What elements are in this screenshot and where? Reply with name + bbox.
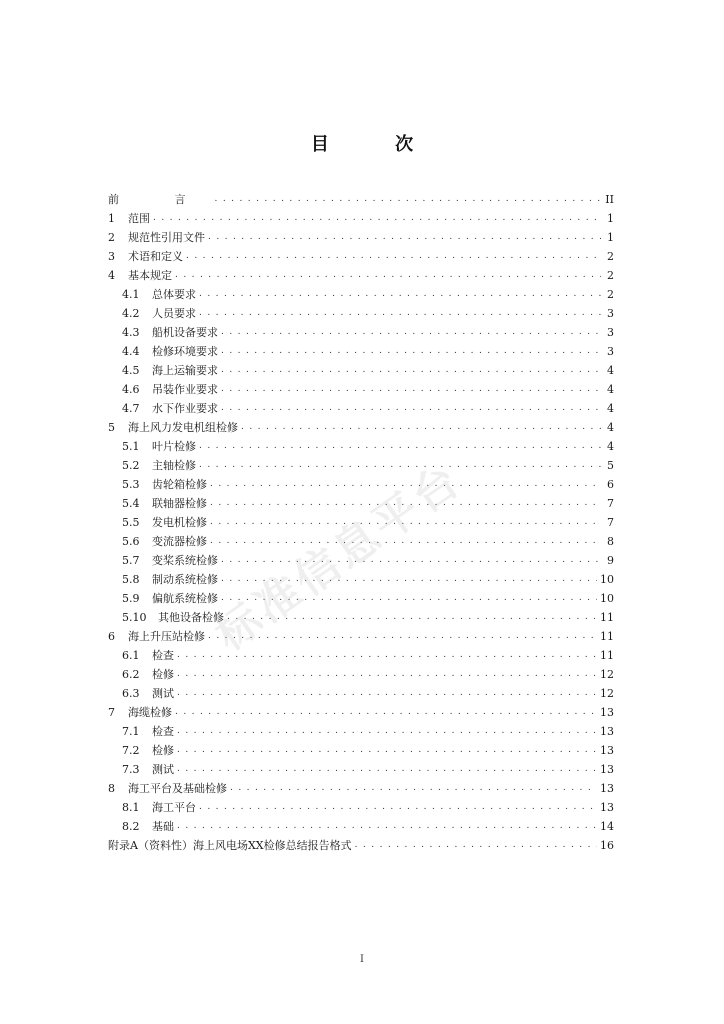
- toc-entry-number: 4.7: [122, 402, 140, 415]
- toc-dot-leader: [177, 646, 597, 665]
- toc-entry[interactable]: [108, 342, 614, 361]
- toc-entry-page: 5: [607, 459, 614, 472]
- toc-entry-title: 船机设备要求: [152, 326, 218, 339]
- toc-entry-number: 5.2: [122, 459, 140, 472]
- toc-entry[interactable]: [108, 266, 614, 285]
- toc-entry-title: 基础: [152, 820, 174, 833]
- toc-entry[interactable]: [108, 228, 614, 247]
- toc-title: 目 次: [310, 134, 444, 155]
- toc-entry-page: 13: [600, 763, 614, 776]
- page-number: I: [360, 954, 364, 965]
- toc-entry-number: 5.4: [122, 497, 140, 510]
- toc-entry-title: 变桨系统检修: [152, 554, 218, 567]
- toc-entry-title: 附录A（资料性）海上风电场XX检修总结报告格式: [108, 839, 352, 852]
- toc-entry-title: 吊装作业要求: [152, 383, 218, 396]
- toc-entry-page: 11: [600, 611, 614, 624]
- toc-entry[interactable]: [108, 304, 614, 323]
- toc-dot-leader: [177, 684, 597, 703]
- toc-entry-number: 7.3: [122, 763, 140, 776]
- toc-dot-leader: [241, 418, 601, 437]
- toc-entry[interactable]: [108, 380, 614, 399]
- toc-entry-number: 5.10: [122, 611, 147, 624]
- toc-dot-leader: [177, 760, 597, 779]
- toc-entry[interactable]: [108, 589, 614, 608]
- toc-entry-page: 4: [607, 402, 614, 415]
- toc-entry-title: 海工平台及基础检修: [128, 782, 227, 795]
- toc-entry[interactable]: [108, 494, 614, 513]
- toc-entry-title: 叶片检修: [152, 440, 196, 453]
- toc-entry-title: 规范性引用文件: [128, 231, 205, 244]
- toc-entry-page: 2: [607, 288, 614, 301]
- toc-entry-title: 检查: [152, 725, 174, 738]
- toc-entry[interactable]: [108, 323, 614, 342]
- toc-entry-page: 4: [607, 364, 614, 377]
- toc-entry[interactable]: [108, 665, 614, 684]
- toc-entry-page: 7: [607, 516, 614, 529]
- toc-dot-leader: [221, 361, 601, 380]
- toc-entry-number: 4.5: [122, 364, 140, 377]
- toc-dot-leader: [199, 285, 601, 304]
- toc-entry[interactable]: [108, 836, 614, 855]
- toc-entry-number: 8.2: [122, 820, 140, 833]
- toc-dot-leader: [199, 304, 601, 323]
- toc-entry-title: 测试: [152, 763, 174, 776]
- toc-dot-leader: [221, 570, 597, 589]
- toc-dot-leader: [210, 494, 601, 513]
- toc-entry-page: 13: [600, 782, 614, 795]
- toc-dot-leader: [199, 437, 601, 456]
- toc-entry-title: 基本规定: [128, 269, 172, 282]
- table-of-contents: [108, 190, 614, 855]
- toc-entry[interactable]: [108, 627, 614, 646]
- toc-entry-page: 9: [607, 554, 614, 567]
- toc-entry-page: 12: [600, 687, 614, 700]
- toc-entry-page: 3: [607, 345, 614, 358]
- toc-dot-leader: [175, 266, 601, 285]
- watermark: 标准信息平台: [206, 453, 472, 661]
- toc-entry-title: 主轴检修: [152, 459, 196, 472]
- toc-dot-leader: [230, 779, 597, 798]
- toc-dot-leader: [177, 722, 597, 741]
- toc-entry-page: 7: [607, 497, 614, 510]
- toc-dot-leader: [175, 703, 597, 722]
- toc-entry[interactable]: [108, 798, 614, 817]
- toc-entry-number: 4.2: [122, 307, 140, 320]
- toc-entry[interactable]: [108, 532, 614, 551]
- toc-entry-page: 10: [600, 592, 614, 605]
- toc-entry-title: 海上运输要求: [152, 364, 218, 377]
- toc-entry[interactable]: [108, 779, 614, 798]
- toc-dot-leader: [199, 798, 597, 817]
- toc-entry-number: 4: [108, 269, 115, 282]
- toc-entry[interactable]: [108, 437, 614, 456]
- toc-dot-leader: [221, 323, 601, 342]
- toc-entry-page: 1: [607, 231, 614, 244]
- toc-dot-leader: [221, 589, 597, 608]
- toc-entry-number: 7.1: [122, 725, 140, 738]
- toc-entry-page: 13: [600, 725, 614, 738]
- toc-entry-page: 3: [607, 307, 614, 320]
- toc-entry-title: 海上升压站检修: [128, 630, 205, 643]
- toc-entry-number: 4.6: [122, 383, 140, 396]
- toc-entry-title: 水下作业要求: [152, 402, 218, 415]
- toc-entry-title: 海上风力发电机组检修: [128, 421, 238, 434]
- toc-entry-page: 13: [600, 744, 614, 757]
- toc-dot-leader: [221, 342, 601, 361]
- toc-entry[interactable]: [108, 817, 614, 836]
- toc-dot-leader: [186, 247, 601, 266]
- toc-entry[interactable]: [108, 646, 614, 665]
- toc-dot-leader: [221, 399, 601, 418]
- toc-entry-number: 5.1: [122, 440, 140, 453]
- toc-entry-title: 检修: [152, 668, 174, 681]
- toc-entry-title: 齿轮箱检修: [152, 478, 207, 491]
- toc-entry-title: 检修: [152, 744, 174, 757]
- toc-entry[interactable]: [108, 285, 614, 304]
- toc-dot-leader: [221, 551, 601, 570]
- toc-entry[interactable]: [108, 760, 614, 779]
- toc-entry-page: 1: [607, 212, 614, 225]
- toc-entry-number: 3: [108, 250, 115, 263]
- toc-dot-leader: [227, 608, 597, 627]
- toc-dot-leader: [208, 228, 601, 247]
- toc-dot-leader: [208, 627, 597, 646]
- toc-entry-title: 联轴器检修: [152, 497, 207, 510]
- toc-entry-number: 4.1: [122, 288, 140, 301]
- toc-entry-number: 5.6: [122, 535, 140, 548]
- toc-entry[interactable]: [108, 247, 614, 266]
- toc-entry-title: 人员要求: [152, 307, 196, 320]
- toc-entry-number: 4.3: [122, 326, 140, 339]
- toc-entry-page: 12: [600, 668, 614, 681]
- toc-entry-page: 2: [607, 269, 614, 282]
- toc-entry-title: 海工平台: [152, 801, 196, 814]
- toc-entry-number: 6.3: [122, 687, 140, 700]
- toc-dot-leader: [199, 456, 601, 475]
- toc-entry-number: 6.2: [122, 668, 140, 681]
- toc-entry[interactable]: [108, 361, 614, 380]
- toc-entry-number: 6: [108, 630, 115, 643]
- toc-dot-leader: [177, 817, 597, 836]
- toc-entry-title: 偏航系统检修: [152, 592, 218, 605]
- toc-dot-leader: [210, 513, 601, 532]
- toc-dot-leader: [221, 380, 601, 399]
- toc-dot-leader: [210, 475, 601, 494]
- toc-entry-number: 5: [108, 421, 115, 434]
- toc-entry-number: 6.1: [122, 649, 140, 662]
- toc-entry-number: 8.1: [122, 801, 140, 814]
- toc-entry-number: 1: [108, 212, 115, 225]
- toc-entry-page: 8: [607, 535, 614, 548]
- toc-entry[interactable]: [108, 475, 614, 494]
- toc-entry-page: 13: [600, 801, 614, 814]
- toc-entry-number: 5.8: [122, 573, 140, 586]
- toc-entry-title: 范围: [128, 212, 150, 225]
- toc-entry-page: 4: [607, 383, 614, 396]
- toc-entry[interactable]: [108, 551, 614, 570]
- toc-entry[interactable]: [108, 608, 614, 627]
- toc-entry-page: 16: [600, 839, 614, 852]
- toc-entry-title: 检查: [152, 649, 174, 662]
- toc-entry-page: 4: [607, 440, 614, 453]
- toc-entry[interactable]: [108, 209, 614, 228]
- toc-entry[interactable]: [108, 722, 614, 741]
- toc-entry-page: 6: [607, 478, 614, 491]
- toc-entry-number: 7: [108, 706, 115, 719]
- toc-dot-leader: [355, 836, 597, 855]
- toc-entry-page: 2: [607, 250, 614, 263]
- toc-entry-page: 3: [607, 326, 614, 339]
- toc-entry[interactable]: [108, 684, 614, 703]
- toc-dot-leader: [215, 190, 602, 209]
- toc-dot-leader: [210, 532, 601, 551]
- toc-entry-page: 14: [600, 820, 614, 833]
- toc-entry-title: 海缆检修: [128, 706, 172, 719]
- toc-entry-page: 10: [600, 573, 614, 586]
- toc-entry-title: 前 言: [108, 193, 212, 206]
- toc-entry[interactable]: [108, 399, 614, 418]
- toc-dot-leader: [177, 665, 597, 684]
- toc-dot-leader: [153, 209, 601, 228]
- toc-entry[interactable]: [108, 703, 614, 722]
- toc-entry[interactable]: [108, 513, 614, 532]
- toc-entry-number: 8: [108, 782, 115, 795]
- toc-entry-title: 制动系统检修: [152, 573, 218, 586]
- toc-entry-number: 2: [108, 231, 115, 244]
- toc-entry-page: 13: [600, 706, 614, 719]
- toc-dot-leader: [177, 741, 597, 760]
- toc-entry-page: 4: [607, 421, 614, 434]
- toc-entry-title: 发电机检修: [152, 516, 207, 529]
- toc-entry[interactable]: [108, 190, 614, 209]
- toc-entry-page: II: [605, 193, 614, 206]
- toc-entry-number: 5.7: [122, 554, 140, 567]
- toc-entry-title: 总体要求: [152, 288, 196, 301]
- toc-entry-title: 其他设备检修: [158, 611, 224, 624]
- toc-entry[interactable]: [108, 418, 614, 437]
- toc-entry[interactable]: [108, 456, 614, 475]
- toc-entry-page: 11: [600, 649, 614, 662]
- toc-entry-title: 变流器检修: [152, 535, 207, 548]
- toc-entry[interactable]: [108, 741, 614, 760]
- toc-entry-number: 4.4: [122, 345, 140, 358]
- toc-entry-title: 测试: [152, 687, 174, 700]
- toc-entry-number: 5.9: [122, 592, 140, 605]
- toc-entry-number: 5.3: [122, 478, 140, 491]
- toc-entry-title: 术语和定义: [128, 250, 183, 263]
- toc-entry-page: 11: [600, 630, 614, 643]
- toc-entry-number: 7.2: [122, 744, 140, 757]
- toc-entry-number: 5.5: [122, 516, 140, 529]
- toc-entry-title: 检修环境要求: [152, 345, 218, 358]
- toc-entry[interactable]: [108, 570, 614, 589]
